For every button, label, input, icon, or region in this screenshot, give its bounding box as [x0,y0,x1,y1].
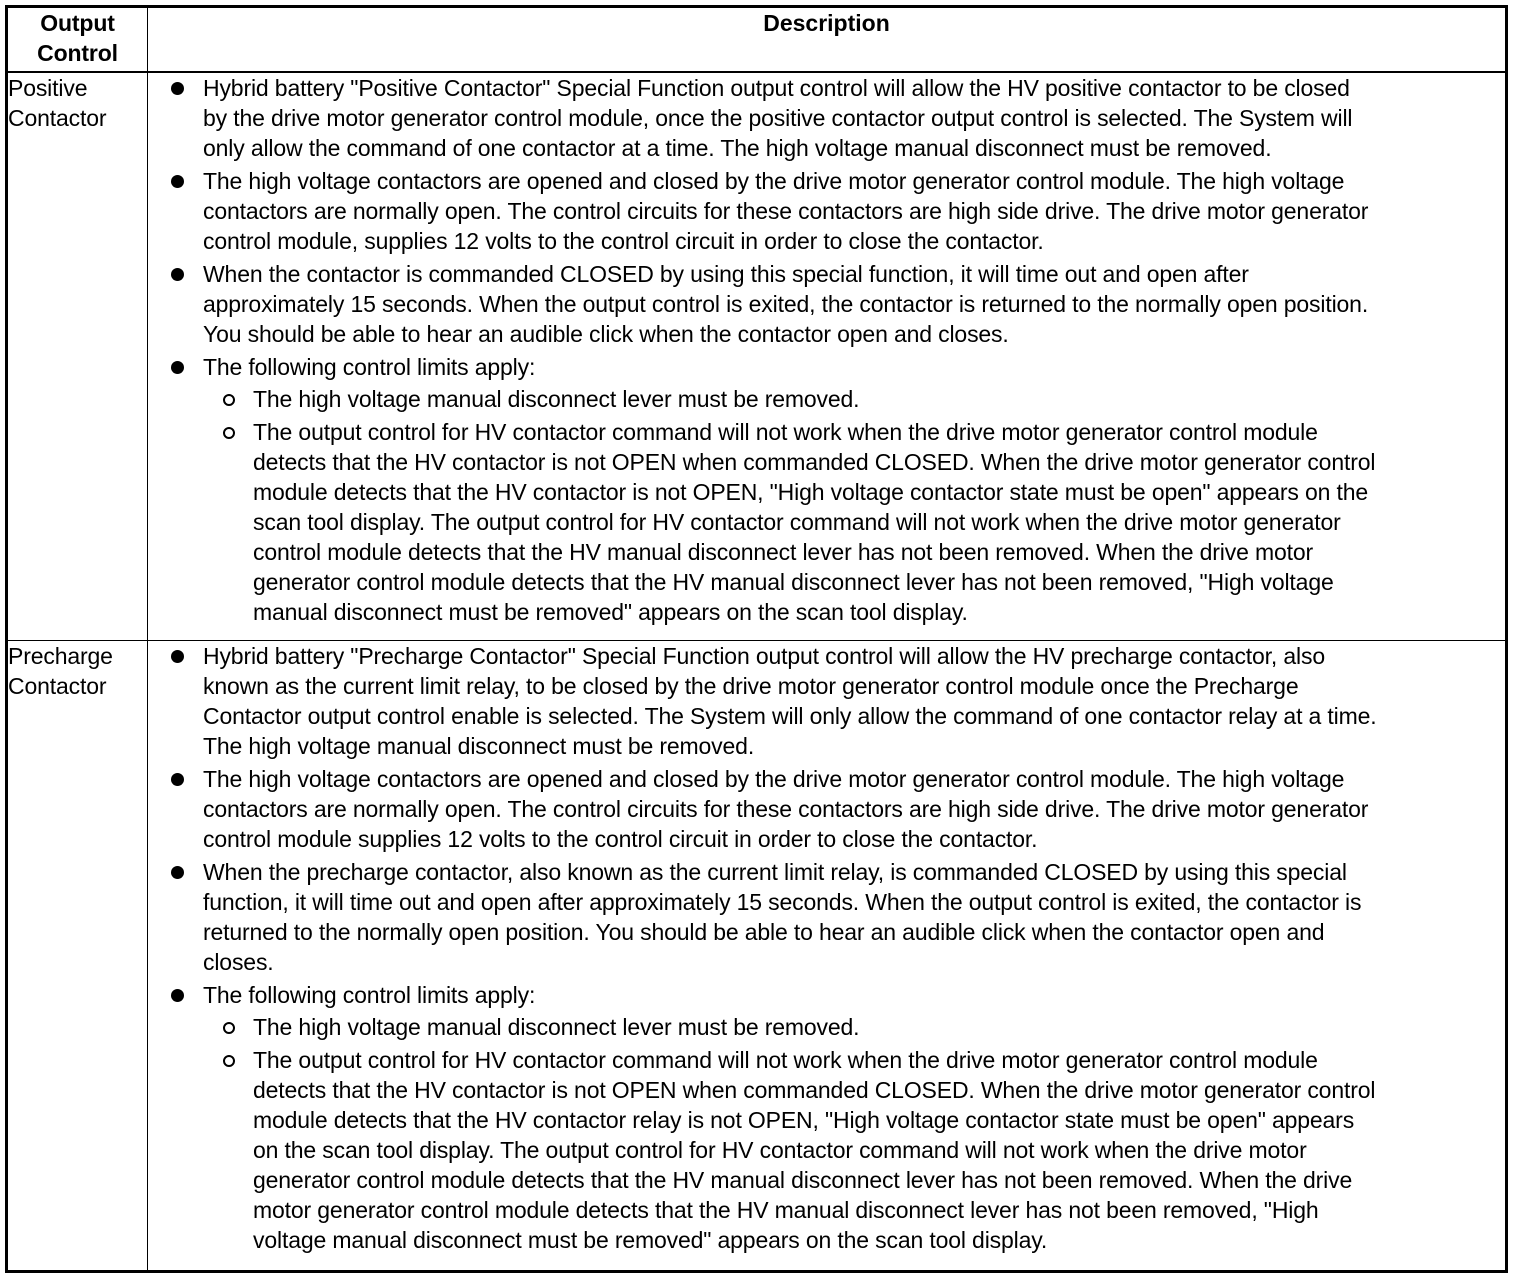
bullet-text-line: contactors are normally open. The control circuits for these contactors are high side drive. The drive motor generator [203,198,1369,224]
filled-bullet-icon [171,989,184,1002]
row-description-cell [148,72,1507,640]
bullet-text-line: by the drive motor generator control module, once the positive contactor output control is selected. The System will [203,105,1353,131]
sub-bullet-item [203,1045,1505,1255]
sub-bullet-text-line: on the scan tool display. The output control for HV contactor command will not work when the drive motor [253,1136,1307,1163]
header-output-control-line: Control [37,40,118,66]
row-name-cell [7,72,148,640]
bullet-item [148,857,1505,977]
bullet-text-line: returned to the normally open position. You should be able to hear an audible click when the contactor open and [203,918,1325,945]
sub-bullet-text-line: manual disconnect must be removed" appears on the scan tool display. [253,599,968,625]
sub-bullet-text-line: voltage manual disconnect must be removed" appears on the scan tool display. [253,1226,1048,1253]
row-name-cell [7,640,148,1272]
bullet-text-line: When the contactor is commanded CLOSED by using this special function, it will time out and open after [203,261,1249,287]
sub-bullet-text-line: motor generator control module detects that the HV manual disconnect lever has not been removed, "High [253,1196,1319,1223]
sub-bullet-text-line: The high voltage manual disconnect lever must be removed. [253,1013,860,1040]
sub-bullet-item [203,1012,1505,1042]
header-output-control [7,7,148,73]
bullet-text-line: The high voltage contactors are opened and closed by the drive motor generator control module. The high voltage [203,765,1345,792]
bullet-text-line: Contactor output control enable is selected. The System will only allow the command of one contactor relay at a time. [203,702,1377,729]
bullet-text-line: contactors are normally open. The control circuits for these contactors are high side drive. The drive motor generator [203,795,1369,822]
filled-bullet-icon [171,82,184,95]
bullet-text-line: The following control limits apply: [203,981,536,1008]
hollow-bullet-icon [223,1022,235,1034]
hollow-bullet-icon [223,1055,235,1067]
header-description: Description [148,7,1507,73]
bullet-text-line: approximately 15 seconds. When the output control is exited, the contactor is returned to the normally open position. [203,291,1369,317]
sub-bullet-list [203,1012,1505,1255]
sub-bullet-text-line: detects that the HV contactor is not OPEN when commanded CLOSED. When the drive motor generator control [253,1076,1376,1103]
sub-bullet-text-line: The output control for HV contactor command will not work when the drive motor generator control module [253,1046,1318,1073]
sub-bullet-text-line: module detects that the HV contactor relay is not OPEN, "High voltage contactor state must be open" appears [253,1106,1355,1133]
sub-bullet-text-line: The high voltage manual disconnect lever must be removed. [253,386,860,412]
hollow-bullet-icon [223,427,235,439]
bullet-text-line: control module, supplies 12 volts to the control circuit in order to close the contactor. [203,228,1044,254]
bullet-text-line: Hybrid battery "Positive Contactor" Special Function output control will allow the HV positive contactor to be closed [203,75,1350,101]
sub-bullet-text-line: control module detects that the HV manual disconnect lever has not been removed. When the drive motor [253,539,1314,565]
bullet-text-line: When the precharge contactor, also known as the current limit relay, is commanded CLOSED by using this special [203,858,1347,885]
bullet-text-line: closes. [203,948,274,975]
sub-bullet-text-line: The output control for HV contactor command will not work when the drive motor generator control module [253,419,1318,445]
row-description-cell [148,640,1507,1272]
description-bullet-list [148,73,1505,627]
bullet-item [148,641,1505,761]
bullet-item [148,980,1505,1255]
sub-bullet-text-line: scan tool display. The output control for HV contactor command will not work when the drive motor generator [253,509,1341,535]
table-row-precharge-contactor [7,640,1507,1272]
filled-bullet-icon [171,361,184,374]
bullet-text-line: The following control limits apply: [203,354,536,380]
row-name-line: Precharge [8,642,113,669]
filled-bullet-icon [171,268,184,281]
bullet-text-line: control module supplies 12 volts to the control circuit in order to close the contactor. [203,825,1038,852]
sub-bullet-list [203,384,1505,627]
sub-bullet-item [203,417,1505,627]
output-control-table [5,5,1508,1273]
filled-bullet-icon [171,866,184,879]
bullet-item [148,764,1505,854]
table-header-row [7,7,1507,73]
row-name-line: Positive [8,75,88,101]
filled-bullet-icon [171,650,184,663]
description-bullet-list [148,641,1505,1255]
bullet-text-line: only allow the command of one contactor at a time. The high voltage manual disconnect must be removed. [203,135,1272,161]
table-row-positive-contactor [7,72,1507,640]
filled-bullet-icon [171,175,184,188]
bullet-item [148,259,1505,349]
sub-bullet-text-line: generator control module detects that the HV manual disconnect lever has not been removed. When the drive [253,1166,1353,1193]
bullet-text-line: Hybrid battery "Precharge Contactor" Special Function output control will allow the HV precharge contactor, also [203,642,1325,669]
bullet-item [148,166,1505,256]
bullet-text-line: The high voltage contactors are opened and closed by the drive motor generator control module. The high voltage [203,168,1345,194]
sub-bullet-text-line: generator control module detects that the HV manual disconnect lever has not been removed, "High voltage [253,569,1334,595]
bullet-item [148,352,1505,627]
filled-bullet-icon [171,773,184,786]
bullet-text-line: The high voltage manual disconnect must be removed. [203,732,755,759]
bullet-text-line: You should be able to hear an audible click when the contactor open and closes. [203,321,1009,347]
bullet-text-line: function, it will time out and open after approximately 15 seconds. When the output control is exited, the contactor is [203,888,1362,915]
sub-bullet-item [203,384,1505,414]
row-name-line: Contactor [8,105,107,131]
bullet-text-line: known as the current limit relay, to be closed by the drive motor generator control module once the Precharge [203,672,1299,699]
sub-bullet-text-line: module detects that the HV contactor is not OPEN, "High voltage contactor state must be open" appears on the [253,479,1368,505]
bullet-item [148,73,1505,163]
row-name-line: Contactor [8,672,107,699]
header-output-control-line: Output [40,10,115,36]
hollow-bullet-icon [223,394,235,406]
sub-bullet-text-line: detects that the HV contactor is not OPEN when commanded CLOSED. When the drive motor generator control [253,449,1376,475]
